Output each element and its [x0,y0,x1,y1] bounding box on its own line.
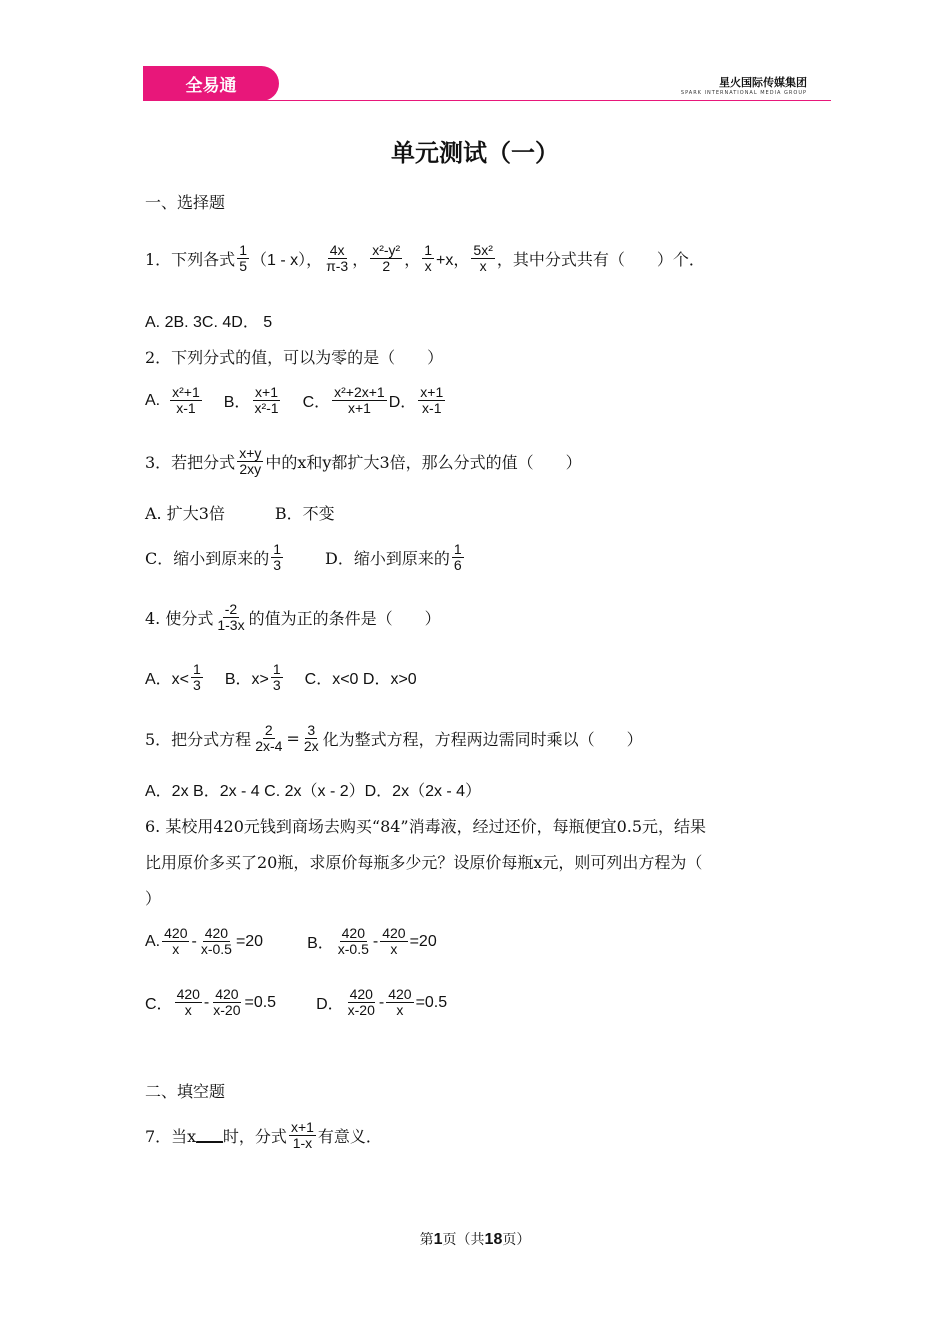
q3-options-cd: C．缩小到原来的 $\frac{1}{3}$ D．缩小到原来的 $\frac{1}{6}$ [145,541,462,574]
q1-options: A. 2B. 3C. 4D． 5 [145,314,273,331]
fraction: $\frac{2}{2x-4}$ [255,722,283,755]
question-4: 4. 使分式 $\frac{-2}{1-3x}$ 的值为正的条件是（ ） [145,601,441,634]
section-fill: 二、填空题 [145,1082,226,1101]
fraction: $\frac{x+y}{2xy}$ [239,445,262,478]
fraction: $\frac{420}{x}$ [164,925,188,958]
fraction: $\frac{\text{x²+1}}{x-1}$ [172,384,200,417]
fraction: $\frac{420}{x}$ [388,986,412,1019]
question-6-line2: 比用原价多买了20瓶，求原价每瓶多少元？设原价每瓶x元，则可列出方程为（ [145,853,703,872]
fraction: $\frac{-2}{1-3x}$ [217,601,245,634]
fraction: $\frac{420}{x-20}$ [213,986,241,1019]
q1-text: ， [404,250,421,270]
page-title: 单元测试（一） [391,139,559,167]
fraction: $\frac{1}{3}$ [193,661,201,694]
page-footer: 第1页（共18页） [419,1231,531,1248]
q3-options-ab: A. 扩大3倍 B．不变 [145,504,335,523]
question-5: 5．把分式方程 $\frac{2}{2x-4}$ = $\frac{3}{2x}$ 化为整式方程，方程两边需同时乘以（ ） [145,722,643,755]
question-6-line3: ） [145,889,162,908]
brand-en: SPARK INTERNATIONAL MEDIA GROUP [680,90,807,96]
fraction: $\frac{1}{3}$ [273,541,282,574]
q4-options: A．x< $\frac{1}{3}$ B．x> $\frac{1}{3}$ C．x<0 D．x>0 [145,661,417,694]
fraction: $\frac{x+1}{1-x}$ [290,1119,314,1152]
q1-text: +x， [436,252,470,270]
question-7: 7．当x ___ 时，分式 $\frac{x+1}{1-x}$ 有意义． [145,1119,382,1152]
fraction: $\frac{\text{x²+2x+1}}{x+1}$ [334,384,385,417]
brand-logo: 全易通 [143,66,279,101]
fraction: $\frac{\text{5x²}}{x}$ [473,242,493,275]
question-1 [145,243,705,275]
q1-text: （1 - x）， [250,252,323,270]
fraction: $\frac{1}{3}$ [272,661,281,694]
fraction: $\frac{x+1}{\text{x²-1}}$ [254,384,279,417]
answer-blank[interactable]: ___ [196,1126,223,1144]
fraction: $\frac{4x}{\pi-3}$ [326,242,349,275]
fraction: $\frac{x+1}{x-1}$ [420,384,444,417]
fraction: $\frac{1}{6}$ [453,541,462,574]
fraction: $\frac{3}{2x}$ [303,722,319,755]
header-divider [143,100,831,101]
question-2: 2．下列分式的值，可以为零的是（ ） [145,348,444,367]
q1-prefix: 1．下列各式 [145,250,236,270]
fraction: $\frac{420}{x-0.5}$ [200,925,232,958]
q6-options-ab: A. $\frac{420}{x}$ - $\frac{420}{x-0.5}$ =20 B． $\frac{420}{x-0.5}$ - $\frac{420}{x}$ =20 [145,925,437,958]
fraction: $\frac{1}{5}$ [239,242,247,275]
fraction: $\frac{420}{x}$ [176,986,200,1019]
fraction: $\frac{420}{x}$ [382,925,406,958]
fraction: $\frac{420}{x-20}$ [347,986,375,1019]
brand-cn: 星火国际传媒集团 [719,76,807,89]
question-6-line1: 6. 某校用420元钱到商场去购买“84”消毒液，经过还价，每瓶便宜0.5元，结果 [145,817,707,836]
question-3: 3．若把分式 $\frac{x+y}{2xy}$ 中的x和y都扩大3倍，那么分式的值（ ） [145,445,582,478]
fraction: $\frac{\text{x²-y²}}{2}$ [372,242,401,275]
q2-options: A. $\frac{\text{x²+1}}{x-1}$ B． $\frac{x+1}{\text{x²-1}}$ C． $\frac{\text{x²+2x+1}}{x+1}$ D． $\frac{x+1}{x-1}$ [145,384,444,417]
section-choice: 一、选择题 [145,193,226,212]
q6-options-cd: C． $\frac{420}{x}$ - $\frac{420}{x-20}$ =0.5 D． $\frac{420}{x-20}$ - $\frac{420}{x}$ =0.5 [145,986,448,1019]
publisher-brand [681,74,807,96]
q5-options: A．2x B．2x - 4 C. 2x（x - 2）D．2x（2x - 4） [145,783,482,800]
fraction: $\frac{420}{x-0.5}$ [337,925,369,958]
q1-suffix: ，其中分式共有（ ）个． [496,250,705,270]
fraction: $\frac{1}{x}$ [424,242,433,275]
q1-text: ， [352,250,369,270]
